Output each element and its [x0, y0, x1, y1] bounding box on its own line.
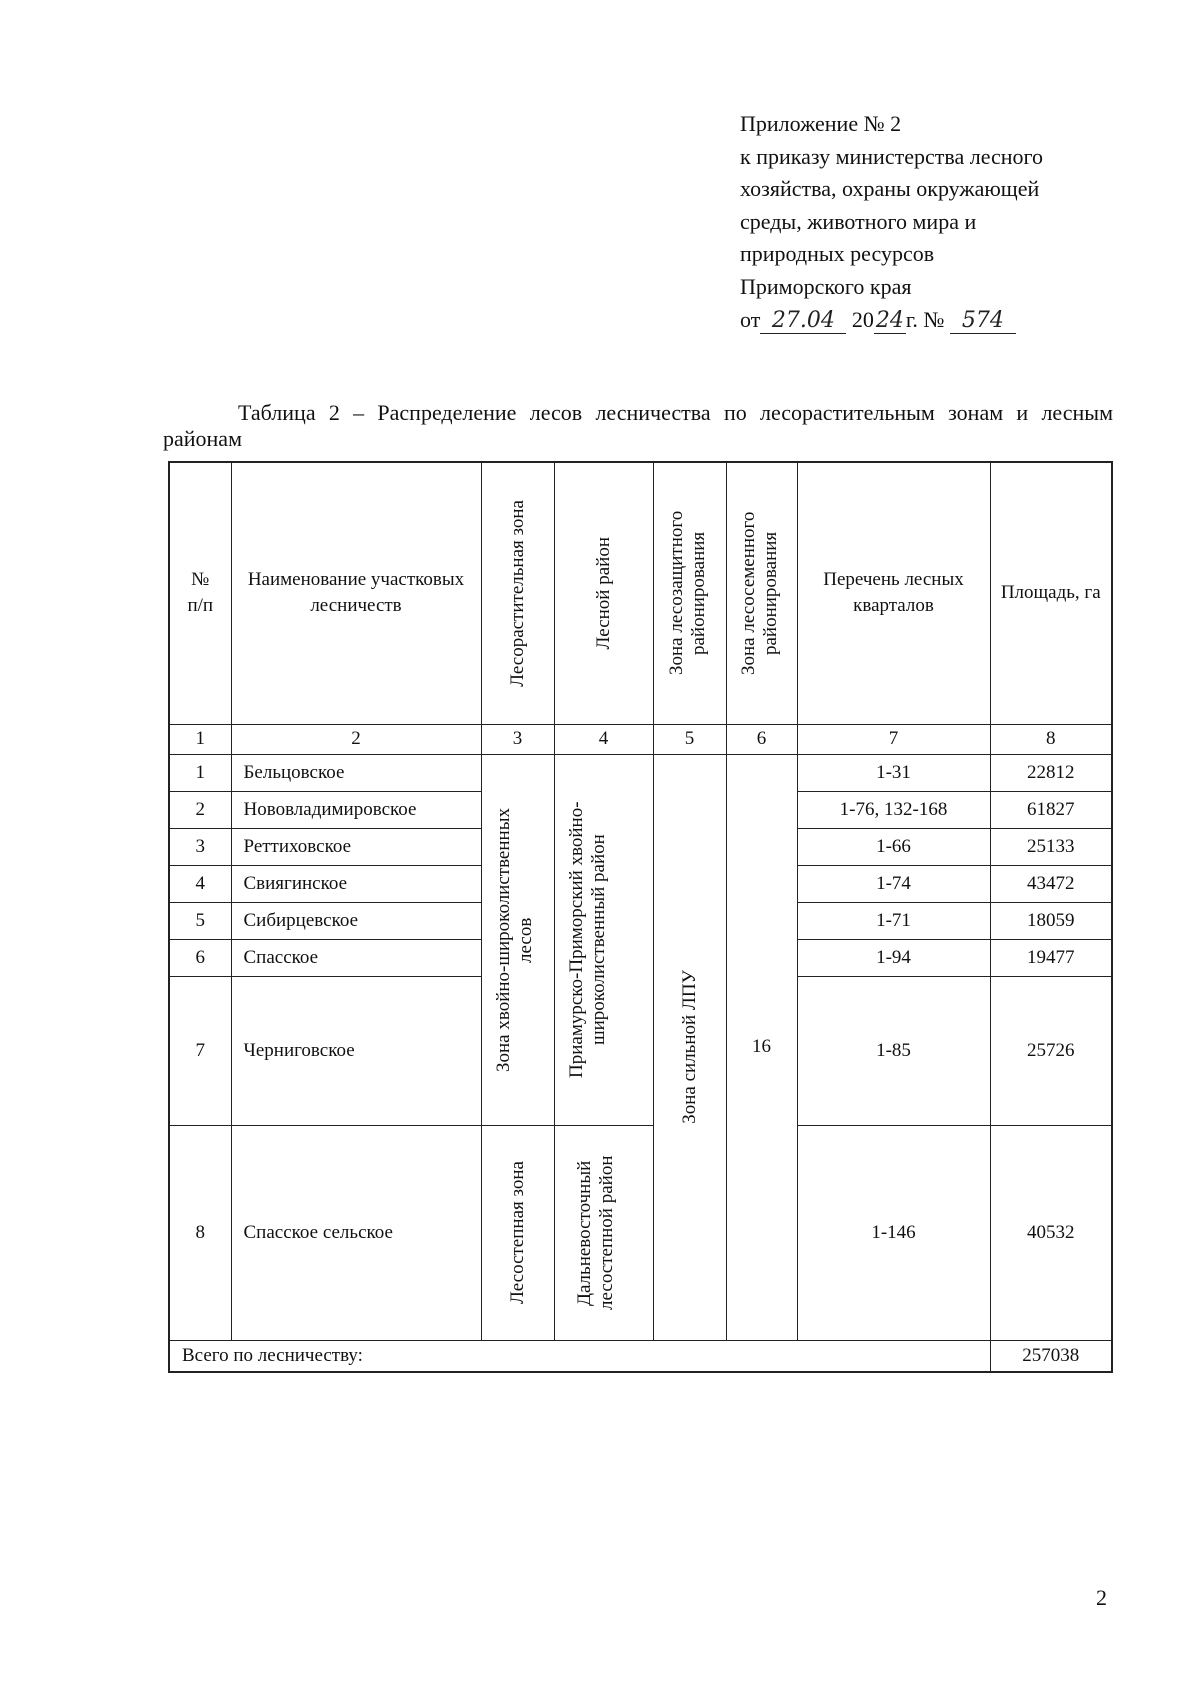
row-number: 1 — [169, 754, 231, 791]
total-value: 257038 — [990, 1340, 1112, 1372]
area-cell: 25133 — [990, 828, 1112, 865]
area-cell: 40532 — [990, 1125, 1112, 1340]
protect-zone-cell: Зона сильной ЛПУ — [653, 754, 726, 1340]
area-cell: 43472 — [990, 865, 1112, 902]
total-row — [169, 1340, 1112, 1372]
forestry-name: Черниговское — [231, 977, 481, 1125]
handwritten-date: 27.04 — [760, 309, 846, 334]
column-number: 2 — [231, 724, 481, 754]
year-prefix: 20 — [851, 306, 874, 332]
header-protect-zone: Зона лесозащитного районирования — [653, 462, 726, 724]
quarters-cell: 1-94 — [797, 939, 990, 976]
column-number: 3 — [481, 724, 554, 754]
row-number: 5 — [169, 902, 231, 939]
forestry-name: Нововладимировское — [231, 791, 481, 828]
table-row — [169, 1125, 1112, 1340]
column-number: 4 — [554, 724, 653, 754]
quarters-cell: 1-76, 132-168 — [797, 791, 990, 828]
table-caption: Таблица 2 – Распределение лесов лесничества по лесорастительным зонам и лесным районам — [163, 400, 1113, 451]
appendix-line: хозяйства, охраны окружающей — [740, 176, 1040, 202]
forestry-name: Спасское сельское — [231, 1125, 481, 1340]
page-number: 2 — [1096, 1585, 1107, 1610]
column-number: 7 — [797, 724, 990, 754]
header-seed-zone: Зона лесосеменного районирования — [726, 462, 797, 724]
appendix-line: к приказу министерства лесного — [740, 143, 1044, 169]
quarters-cell: 1-66 — [797, 828, 990, 865]
forestry-name: Спасское — [231, 939, 481, 976]
area-cell: 19477 — [990, 939, 1112, 976]
appendix-line: природных ресурсов — [740, 241, 935, 267]
order-date-line — [740, 304, 1140, 337]
quarters-cell: 1-31 — [797, 754, 990, 791]
appendix-line: Приморского края — [740, 273, 912, 299]
header-name: Наименование участковых лесничеств — [231, 462, 481, 724]
column-number: 1 — [169, 724, 231, 754]
column-number: 6 — [726, 724, 797, 754]
header-num: № п/п — [169, 462, 231, 724]
row-number: 3 — [169, 828, 231, 865]
row-number: 7 — [169, 977, 231, 1125]
row-number: 4 — [169, 865, 231, 902]
header-zone: Лесорастительная зона — [481, 462, 554, 724]
appendix-line: среды, животного мира и — [740, 208, 977, 234]
header-area: Площадь, га — [990, 462, 1112, 724]
area-cell: 18059 — [990, 902, 1112, 939]
district-cell: Дальневосточный лесостепной район — [554, 1125, 653, 1340]
year-unit: г. № — [905, 306, 945, 332]
table-row — [169, 754, 1112, 791]
header-district: Лесной район — [554, 462, 653, 724]
forestry-name: Свиягинское — [231, 865, 481, 902]
quarters-cell: 1-85 — [797, 977, 990, 1125]
forestry-name: Реттиховское — [231, 828, 481, 865]
quarters-cell: 1-71 — [797, 902, 990, 939]
appendix-title: Приложение № 2 — [740, 111, 902, 136]
quarters-cell: 1-74 — [797, 865, 990, 902]
area-cell: 61827 — [990, 791, 1112, 828]
quarters-cell: 1-146 — [797, 1125, 990, 1340]
forestry-name: Сибирцевское — [231, 902, 481, 939]
zone-cell: Зона хвойно-широколиственных лесов — [481, 754, 554, 1125]
seed-zone-cell: 16 — [726, 754, 797, 1340]
column-number-row — [169, 724, 1112, 754]
total-label: Всего по лесничеству: — [169, 1340, 990, 1372]
forest-distribution-table — [168, 461, 1113, 1373]
forestry-name: Бельцовское — [231, 754, 481, 791]
row-number: 2 — [169, 791, 231, 828]
area-cell: 22812 — [990, 754, 1112, 791]
handwritten-year: 24 — [875, 307, 904, 333]
column-number: 8 — [990, 724, 1112, 754]
handwritten-order-number: 574 — [950, 309, 1016, 334]
header-row — [169, 462, 1112, 724]
date-prefix: от — [740, 306, 761, 332]
row-number: 8 — [169, 1125, 231, 1340]
appendix-block — [740, 108, 1140, 336]
header-quarters: Перечень лесных кварталов — [797, 462, 990, 724]
column-number: 5 — [653, 724, 726, 754]
area-cell: 25726 — [990, 977, 1112, 1125]
row-number: 6 — [169, 939, 231, 976]
district-cell: Приамурско-Приморский хвойно-широколиственный район — [554, 754, 653, 1125]
zone-cell: Лесостепная зона — [481, 1125, 554, 1340]
